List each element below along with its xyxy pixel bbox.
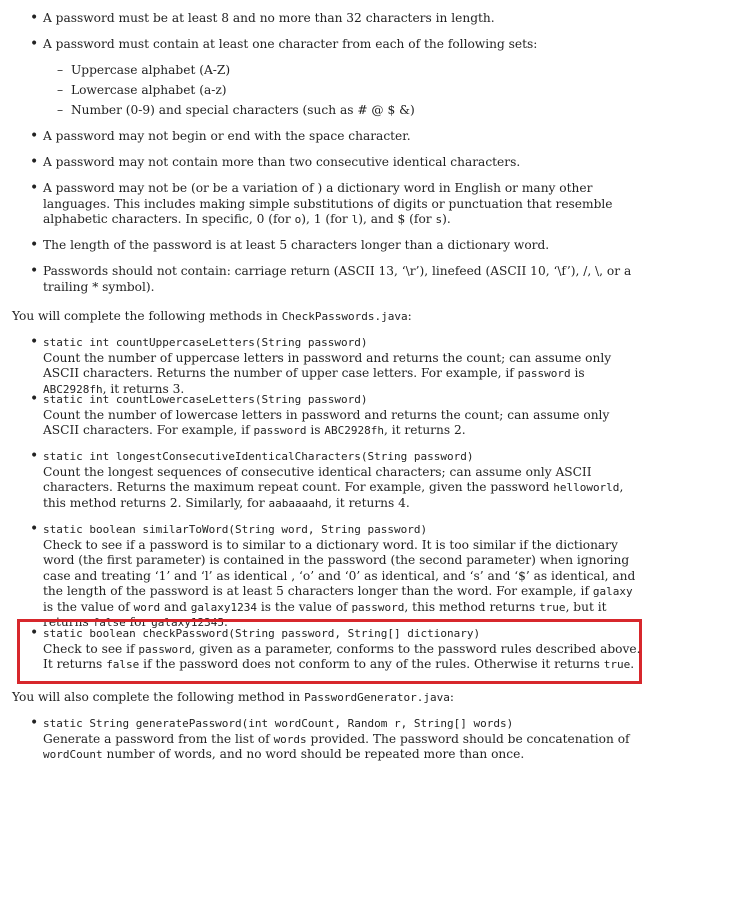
method-signature: static boolean similarToWord(String word, String password) [43, 523, 428, 536]
set-uppercase: Uppercase alphabet (A-Z) [71, 63, 231, 77]
rule-character-sets: A password must contain at least one character from each of the following sets: [43, 37, 538, 51]
method-description: Count the number of lowercase letters in password and returns the count; can assume only ASCII characters. For example, if password is ABC2928fh, it returns 2. [43, 407, 610, 437]
bullet: • [30, 521, 39, 537]
bullet: • [30, 180, 39, 196]
method-generate-password [43, 716, 643, 763]
bullet: • [30, 154, 39, 170]
bullet: • [30, 715, 39, 731]
method-signature: static String generatePassword(int wordCount, Random r, String[] words) [43, 717, 514, 730]
method-signature: static boolean checkPassword(String password, String[] dictionary) [43, 627, 481, 640]
set-number-special: Number (0-9) and special characters (such as # @ $ &) [71, 103, 415, 117]
method-signature: static int countUppercaseLetters(String password) [43, 336, 368, 349]
intro-passwordgenerator: You will also complete the following method in PasswordGenerator.java: [12, 690, 454, 704]
bullet: • [30, 10, 39, 26]
method-count-uppercase [43, 335, 643, 397]
rule-length: A password must be at least 8 and no more than 32 characters in length. [43, 11, 495, 25]
method-longest-consecutive [43, 449, 643, 511]
bullet: • [30, 36, 39, 52]
method-description: Count the number of uppercase letters in password and returns the count; can assume only ASCII characters. Returns the number of upper case letters. For example, if password is ABC2928fh, it returns 3. [43, 350, 612, 396]
bullet: • [30, 263, 39, 279]
dash: – [57, 103, 64, 117]
method-signature: static int longestConsecutiveIdenticalCharacters(String password) [43, 450, 474, 463]
rule-consecutive: A password may not contain more than two consecutive identical characters. [43, 155, 521, 169]
bullet: • [30, 237, 39, 253]
rule-forbidden-chars: Passwords should not contain: carriage return (ASCII 13, ‘\r’), linefeed (ASCII 10, ‘\f’), /, \, or a trailing * symbol). [43, 264, 632, 294]
bullet: • [30, 334, 39, 350]
dash: – [57, 63, 64, 77]
method-description: Check to see if a password is to similar to a dictionary word. It is too similar if the dictionary word (the first parameter) is contained in the password (the second parameter) when ignoring case and treating ‘1’ and ‘l’ as identical , ‘o’ and ‘0’ as identical, and ‘s’ and ‘$’ as identical, and the length of the password is at least 5 characters longer than the word. For example, if galaxy is the value of word and galaxy1234 is the value of password, this method returns true, but it returns false for galaxy12345. [43, 537, 636, 629]
bullet: • [30, 391, 39, 407]
method-similar-to-word [43, 522, 643, 631]
method-check-password [43, 626, 643, 673]
method-count-lowercase [43, 392, 643, 439]
bullet: • [30, 128, 39, 144]
intro-checkpasswords: You will complete the following methods in CheckPasswords.java: [12, 309, 412, 323]
bullet: • [30, 448, 39, 464]
method-signature: static int countLowercaseLetters(String password) [43, 393, 368, 406]
dash: – [57, 83, 64, 97]
method-description: Check to see if password, given as a parameter, conforms to the password rules described above. It returns false if the password does not conform to any of the rules. Otherwise it returns true. [43, 641, 641, 671]
method-description: Generate a password from the list of words provided. The password should be concatenation of wordCount number of words, and no word should be repeated more than once. [43, 731, 630, 761]
bullet: • [30, 625, 39, 641]
rule-dictionary: A password may not be (or be a variation of ) a dictionary word in English or many other languages. This includes making simple substitutions of digits or punctuation that resemble alphabetic characters. In specific, 0 (for o), 1 (for l), and $ (for s). [43, 181, 613, 226]
set-lowercase: Lowercase alphabet (a-z) [71, 83, 227, 97]
rule-length-difference: The length of the password is at least 5 characters longer than a dictionary word. [43, 238, 550, 252]
method-description: Count the longest sequences of consecutive identical characters; can assume only ASCII characters. Returns the maximum repeat count. For example, given the password helloworld, this method returns 2. Similarly, for aabaaaahd, it returns 4. [43, 464, 624, 510]
rule-space: A password may not begin or end with the space character. [43, 129, 411, 143]
